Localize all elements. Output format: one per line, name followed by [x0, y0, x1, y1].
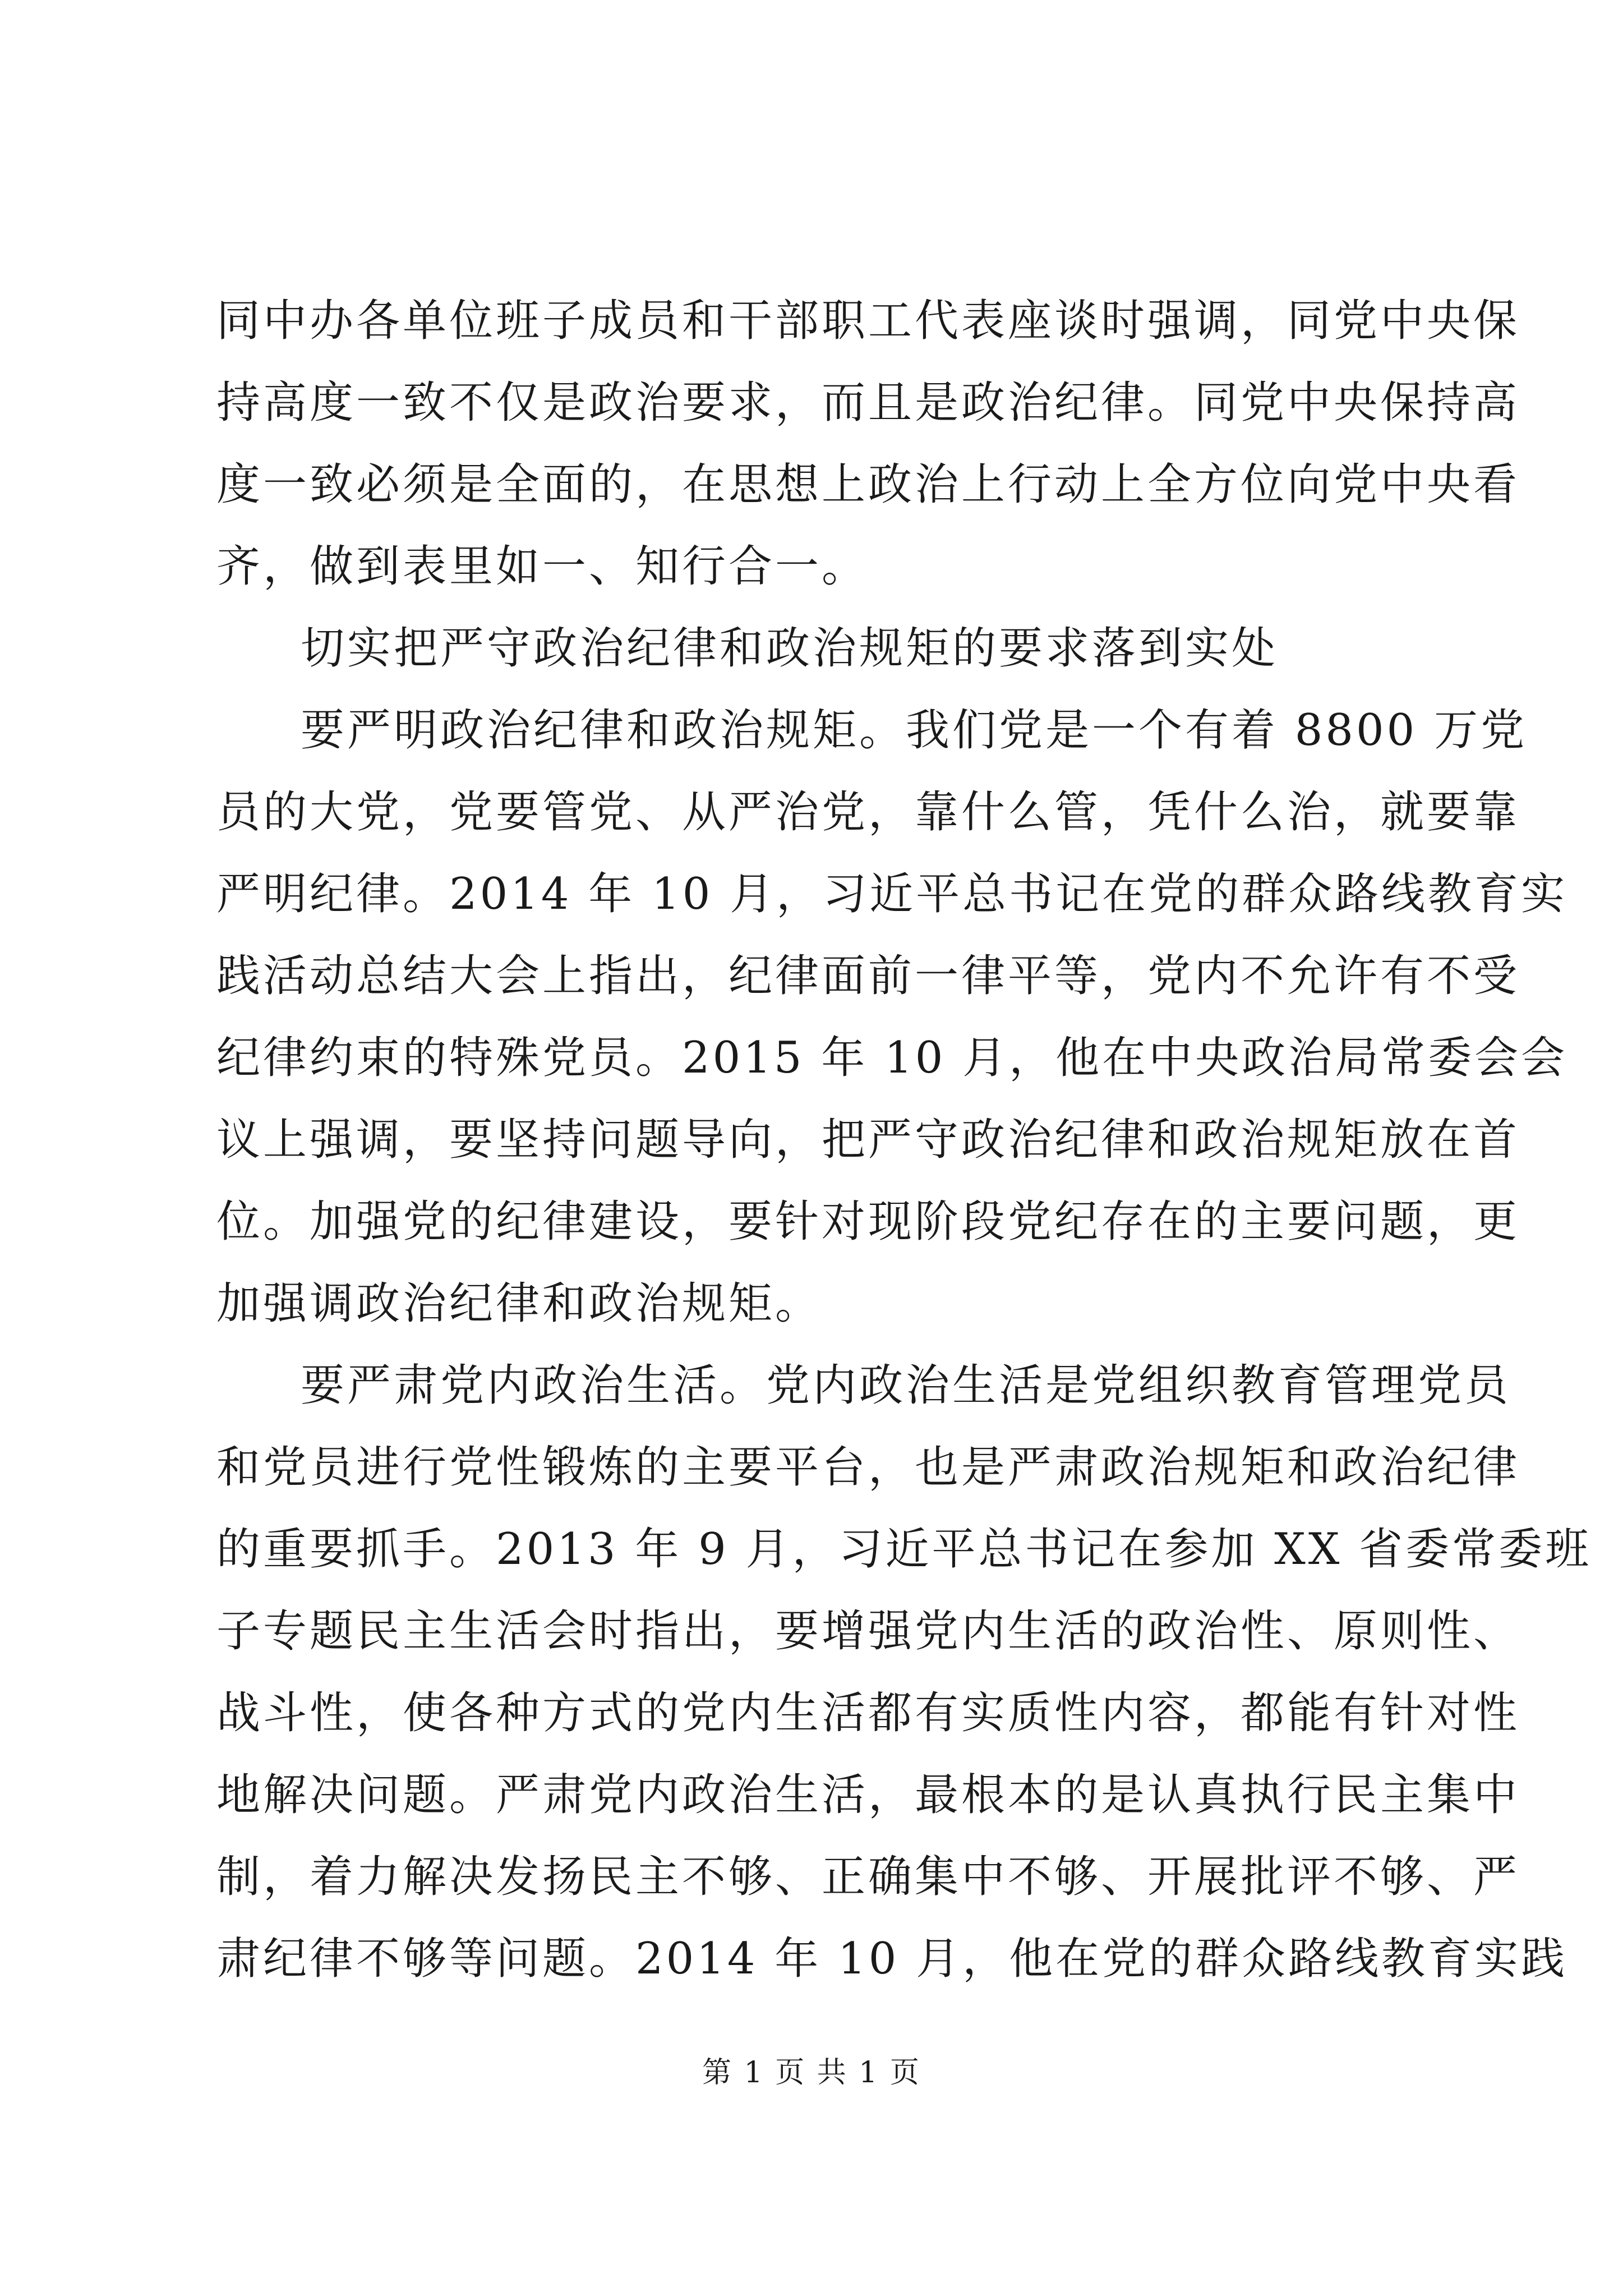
section-heading: 切实把严守政治纪律和政治规矩的要求落到实处	[301, 623, 1279, 674]
text-line: 纪律约束的特殊党员。2015 年 10 月，他在中央政治局常委会会	[216, 1033, 1568, 1083]
text-line: 齐，做到表里如一、知行合一。	[216, 541, 869, 592]
text-line: 地解决问题。严肃党内政治生活，最根本的是认真执行民主集中	[216, 1770, 1520, 1820]
text-line: 加强调政治纪律和政治规矩。	[216, 1278, 822, 1329]
text-line: 同中办各单位班子成员和干部职工代表座谈时强调，同党中央保	[216, 296, 1520, 346]
text-line: 度一致必须是全面的，在思想上政治上行动上全方位向党中央看	[216, 459, 1520, 510]
text-line: 践活动总结大会上指出，纪律面前一律平等，党内不允许有不受	[216, 951, 1520, 1001]
text-line: 子专题民主生活会时指出，要增强党内生活的政治性、原则性、	[216, 1606, 1520, 1657]
text-line: 议上强调，要坚持问题导向，把严守政治纪律和政治规矩放在首	[216, 1115, 1520, 1165]
text-line: 战斗性，使各种方式的党内生活都有实质性内容，都能有针对性	[216, 1688, 1520, 1738]
text-line: 位。加强党的纪律建设，要针对现阶段党纪存在的主要问题，更	[216, 1197, 1520, 1247]
text-line: 要严明政治纪律和政治规矩。我们党是一个有着 8800 万党	[301, 705, 1528, 756]
text-line: 要严肃党内政治生活。党内政治生活是党组织教育管理党员	[301, 1360, 1511, 1411]
text-line: 肃纪律不够等问题。2014 年 10 月，他在党的群众路线教育实践	[216, 1934, 1568, 1984]
text-line: 的重要抓手。2013 年 9 月，习近平总书记在参加 XX 省委常委班	[216, 1524, 1592, 1575]
text-line: 和党员进行党性锻炼的主要平台，也是严肃政治规矩和政治纪律	[216, 1442, 1520, 1493]
page-number-footer: 第 1 页 共 1 页	[702, 2056, 921, 2090]
text-line: 员的大党，党要管党、从严治党，靠什么管，凭什么治，就要靠	[216, 787, 1520, 838]
text-line: 持高度一致不仅是政治要求，而且是政治纪律。同党中央保持高	[216, 378, 1520, 428]
text-line: 制，着力解决发扬民主不够、正确集中不够、开展批评不够、严	[216, 1852, 1520, 1902]
text-line: 严明纪律。2014 年 10 月，习近平总书记在党的群众路线教育实	[216, 869, 1568, 919]
